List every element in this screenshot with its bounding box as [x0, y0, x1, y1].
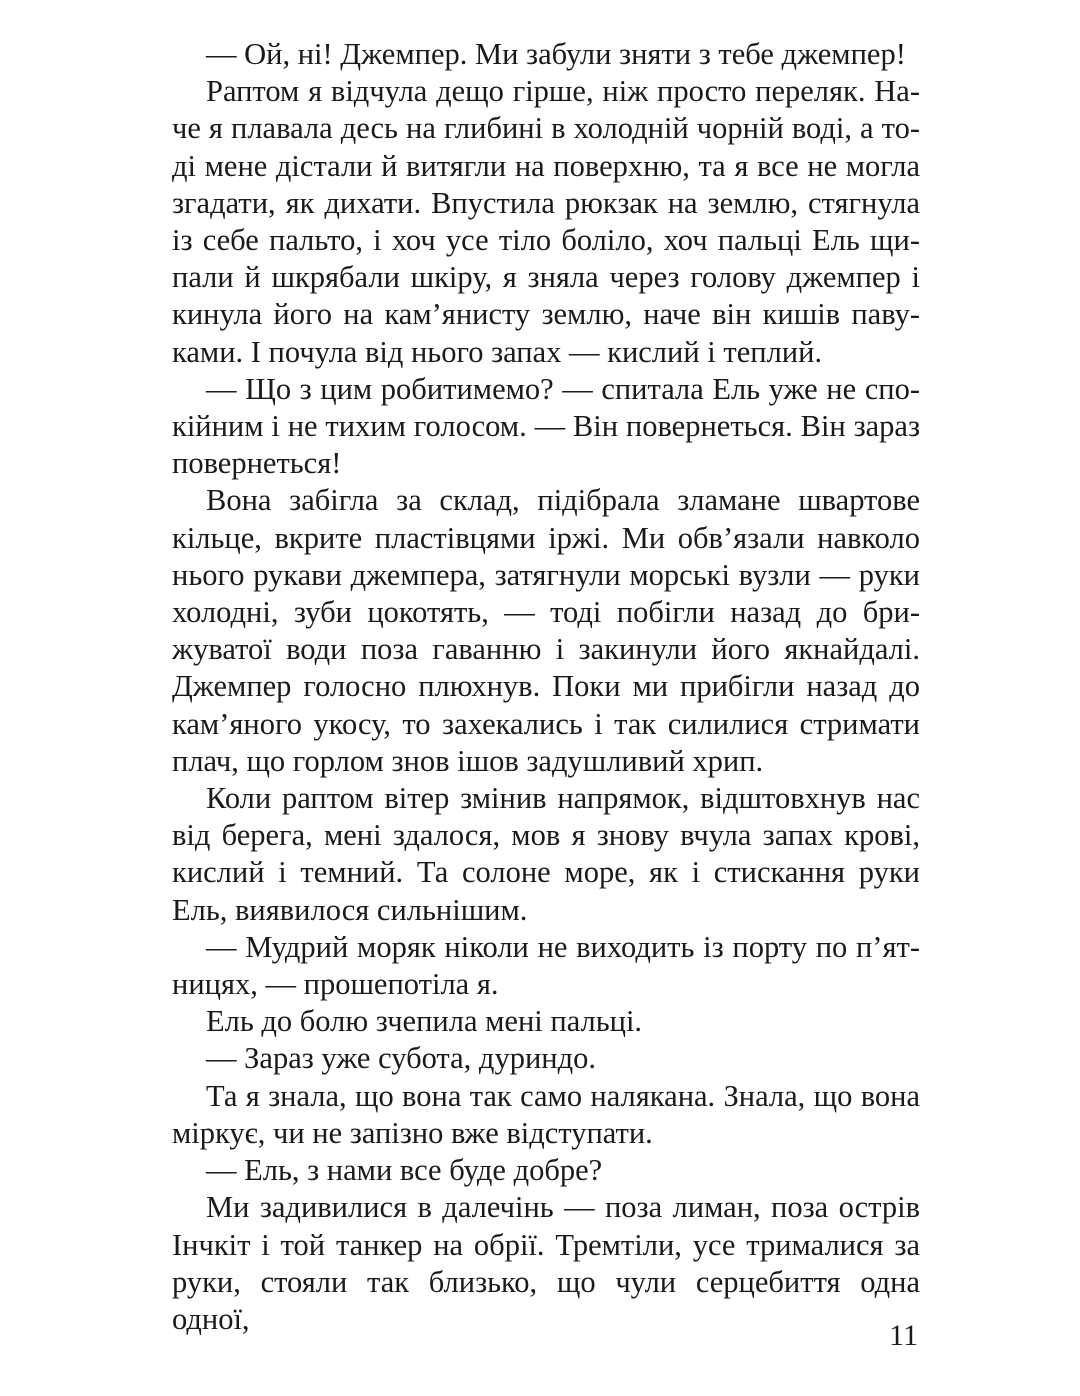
paragraph-8: — Зараз уже субота, дуриндо.	[206, 1041, 596, 1076]
paragraph-4: Вона забігла за склад, підібрала зламане швартове кільце, вкрите пластівцями іржі. Ми обв’язали навколо нього рукави джемпера, затягнули морські вузли — руки холодні, зуби цокотять, — тоді побігли назад до брижуватої води поза гаванню і закинули його якнайдалі. Джемпер голосно плюхнув. Поки ми прибігли назад до кам’яного укосу, то захекались і так силилися стримати плач, що горлом знов ішов задушливий хрип.	[172, 483, 920, 778]
paragraph-10: — Ель, з нами все буде добре?	[206, 1153, 603, 1188]
paragraph-7: Ель до болю зчепила мені пальці.	[206, 1004, 643, 1039]
paragraph-6: — Мудрий моряк ніколи не виходить із порту по п’ятницях, — прошепотіла я.	[172, 929, 920, 1002]
page-text	[172, 36, 920, 1338]
paragraph-1: — Ой, ні! Джемпер. Ми забули зняти з тебе джемпер!	[206, 37, 906, 71]
paragraph-3: — Що з цим робитимемо? — спитала Ель уже не спокійним і не тихим голосом. — Він повернеться. Він зараз повернеться!	[172, 371, 920, 481]
page-number: 11	[889, 1319, 918, 1352]
paragraph-11: Ми задивилися в далечінь — поза лиман, поза острів Інчкіт і той танкер на обрії. Тремтіли, усе трималися за руки, стояли так близько, що чули серцебиття одна одної,	[172, 1190, 920, 1336]
paragraph-9: Та я знала, що вона так само налякана. Знала, що вона міркує, чи не запізно вже відступати.	[172, 1078, 920, 1150]
paragraph-5: Коли раптом вітер змінив напрямок, відштовхнув нас від берега, мені здалося, мов я знову вчула запах крові, кислий і темний. Та солоне море, як і стискання руки Ель, виявилося сильнішим.	[172, 781, 920, 927]
paragraph-2: Раптом я відчула дещо гірше, ніж просто переляк. Наче я плавала десь на глибині в холодній чорній воді, а тоді мене дістали й витягли на поверхню, та я все не могла згадати, як дихати. Впустила рюкзак на землю, стягнула із себе пальто, і хоч усе тіло боліло, хоч пальці Ель щипали й шкрябали шкіру, я зняла через голову джемпер і кинула його на кам’янисту землю, наче він кишів павуками. І почула від нього запах — кислий і теплий.	[172, 74, 920, 369]
